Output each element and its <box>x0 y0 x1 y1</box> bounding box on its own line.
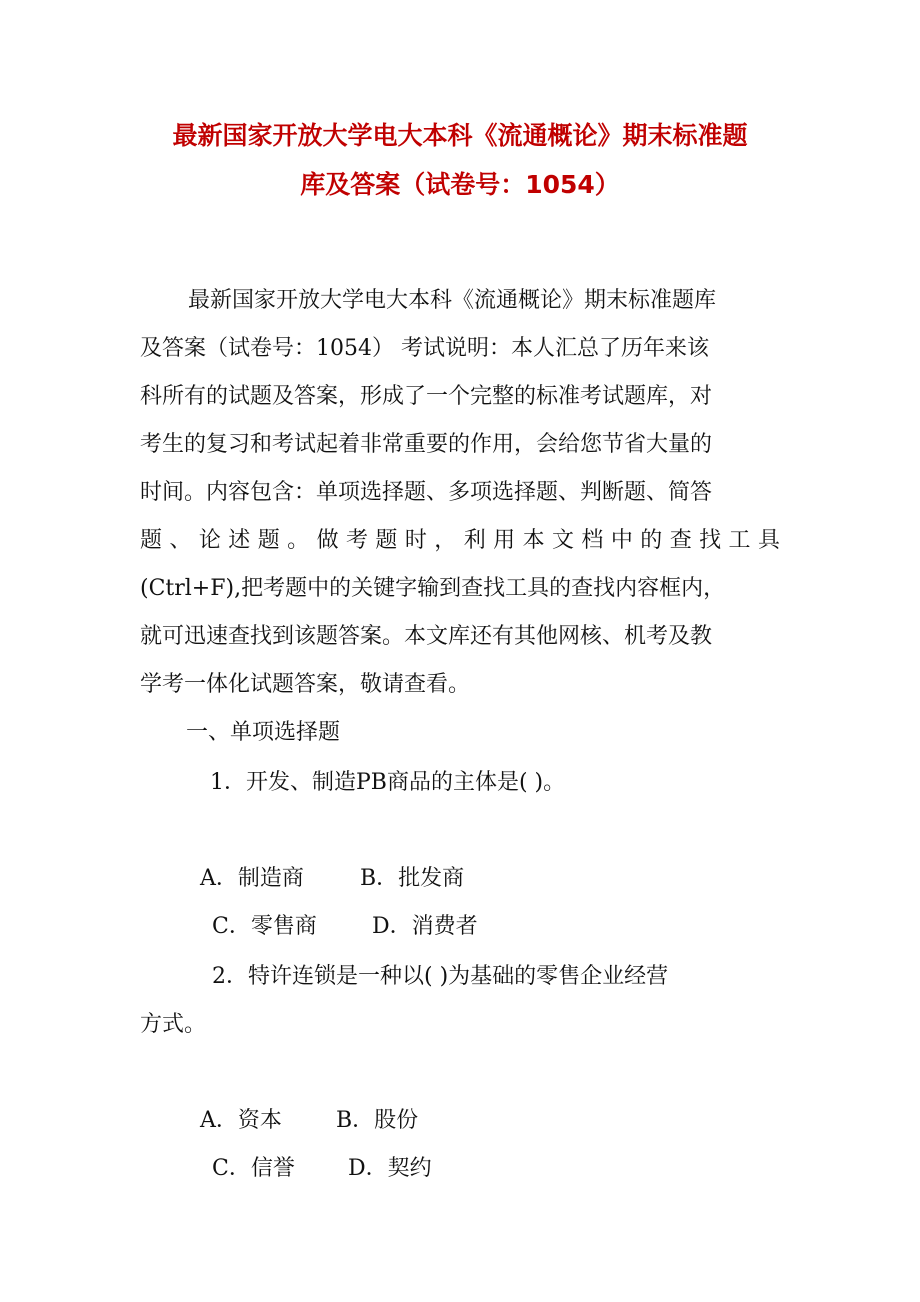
question-1-options-row-1 <box>200 864 600 894</box>
question-2-stem-line-2: 方式。 <box>140 1012 207 1037</box>
section-heading: 一、单项选择题 <box>186 720 341 745</box>
question-1-option-c: C．零售商 <box>212 914 317 939</box>
intro-line-6: 题、论述题。做考题时，利用本文档中的查找工具 <box>140 528 780 553</box>
question-1-option-b: B．批发商 <box>360 866 465 891</box>
question-1-options-row-2 <box>212 912 612 942</box>
question-2-option-a: A．资本 <box>200 1108 282 1133</box>
question-1-option-a: A．制造商 <box>200 866 304 891</box>
intro-line-2: 及答案（试卷号：1054） 考试说明：本人汇总了历年来该 <box>140 336 709 361</box>
question-2-option-c: C．信誉 <box>212 1156 295 1181</box>
document-title-line-1: 最新国家开放大学电大本科《流通概论》期末标准题 <box>172 121 748 150</box>
intro-line-7: (Ctrl+F),把考题中的关键字输到查找工具的查找内容框内， <box>140 576 726 601</box>
question-2-options-row-1 <box>200 1106 600 1136</box>
intro-line-3: 科所有的试题及答案，形成了一个完整的标准考试题库，对 <box>140 384 713 409</box>
intro-line-5: 时间。内容包含：单项选择题、多项选择题、判断题、简答 <box>140 480 713 505</box>
intro-line-9: 学考一体化试题答案，敬请查看。 <box>140 672 471 697</box>
question-1-stem: 1．开发、制造PB商品的主体是( )。 <box>210 770 566 795</box>
question-1-option-d: D．消费者 <box>372 914 478 939</box>
document-title-line-2: 库及答案（试卷号：1054） <box>300 170 620 199</box>
question-2-option-b: B．股份 <box>336 1108 419 1133</box>
intro-line-1: 最新国家开放大学电大本科《流通概论》期末标准题库 <box>188 288 717 313</box>
question-2-stem-line-1: 2．特许连锁是一种以( )为基础的零售企业经营 <box>212 964 669 989</box>
intro-line-4: 考生的复习和考试起着非常重要的作用，会给您节省大量的 <box>140 432 713 457</box>
question-2-option-d: D．契约 <box>348 1156 432 1181</box>
question-2-options-row-2 <box>212 1154 612 1184</box>
intro-line-8: 就可迅速查找到该题答案。本文库还有其他网核、机考及教 <box>140 624 713 649</box>
